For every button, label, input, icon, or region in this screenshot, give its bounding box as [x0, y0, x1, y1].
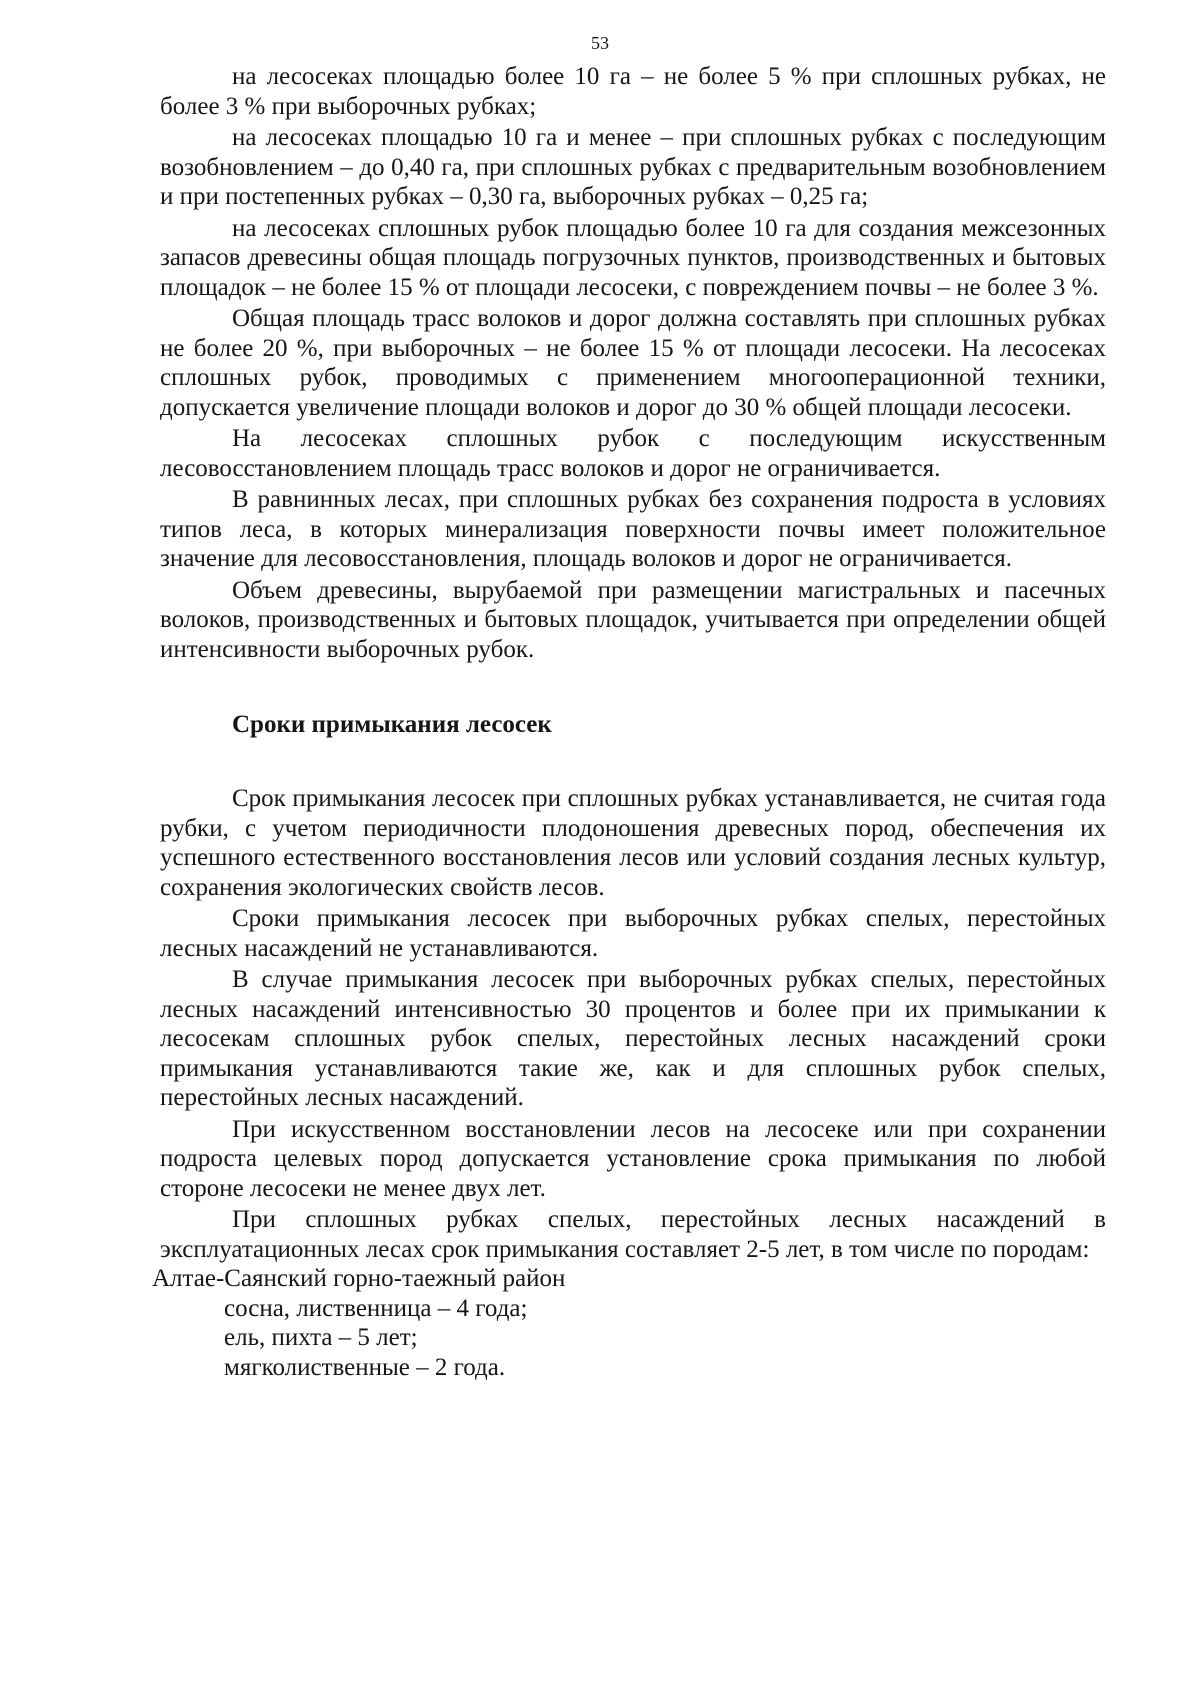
paragraph: В равнинных лесах, при сплошных рубках без сохранения подроста в условиях типов леса, в которых минерализация поверхности почвы имеет положительное значение для лесовосстановления, площадь волоков и дорог не ограничивается. — [160, 486, 1106, 572]
region-label: Алтае-Саянский горно-таежный район — [152, 1265, 566, 1292]
page-number: 53 — [591, 33, 609, 53]
list-item: ель, пихта – 5 лет; — [224, 1324, 418, 1351]
paragraph: на лесосеках сплошных рубок площадью более 10 га для создания межсезонных запасов древесины общая площадь погрузочных пунктов, производственных и бытовых площадок – не более 15 % от площади лесосеки, с повреждением почвы – не более 3 %. — [160, 214, 1106, 301]
paragraph: В случае примыкания лесосек при выборочных рубках спелых, перестойных лесных насаждений интенсивностью 30 процентов и более при их примыкании к лесосекам сплошных рубок спелых, перестойных лесных насаждений сроки примыкания устанавливаются такие же, как и для сплошных рубок спелых, перестойных лесных насаждений. — [160, 966, 1106, 1111]
paragraph: На лесосеках сплошных рубок с последующим искусственным лесовосстановлением площадь трасс волоков и дорог не ограничивается. — [160, 425, 1106, 482]
paragraph: Сроки примыкания лесосек при выборочных рубках спелых, перестойных лесных насаждений не устанавливаются. — [160, 905, 1106, 962]
paragraph: Объем древесины, вырубаемой при размещении магистральных и пасечных волоков, производственных и бытовых площадок, учитывается при определении общей интенсивности выборочных рубок. — [160, 576, 1106, 663]
paragraph: на лесосеках площадью 10 га и менее – при сплошных рубках с последующим возобновлением – до 0,40 га, при сплошных рубках с предварительным возобновлением и при постепенных рубках – 0,30 га, выборочных рубках – 0,25 га; — [160, 124, 1106, 210]
paragraph: При искусственном восстановлении лесов на лесосеке или при сохранении подроста целевых пород допускается установление срока примыкания по любой стороне лесосеки не менее двух лет. — [160, 1115, 1106, 1202]
page-content — [152, 62, 1106, 1382]
paragraph: Срок примыкания лесосек при сплошных рубках устанавливается, не считая года рубки, с учетом периодичности плодоношения древесных пород, обеспечения их успешного естественного восстановления лесов или условий создания лесных культур, сохранения экологических свойств лесов. — [160, 785, 1106, 901]
paragraph: При сплошных рубках спелых, перестойных лесных насаждений в эксплуатационных лесах срок примыкания составляет 2-5 лет, в том числе по породам: — [160, 1206, 1106, 1263]
paragraph: Общая площадь трасс волоков и дорог должна составлять при сплошных рубках не более 20 %, при выборочных – не более 15 % от площади лесосеки. На лесосеках сплошных рубок, проводимых с применением многооперационной техники, допускается увеличение площади волоков и дорог до 30 % общей площади лесосеки. — [160, 305, 1106, 421]
list-item: сосна, лиственница – 4 года; — [224, 1294, 528, 1322]
section-heading: Сроки примыкания лесосек — [232, 711, 552, 738]
list-item: мягколиственные – 2 года. — [224, 1353, 506, 1381]
paragraph: на лесосеках площадью более 10 га – не более 5 % при сплошных рубках, не более 3 % при выборочных рубках; — [160, 63, 1106, 120]
